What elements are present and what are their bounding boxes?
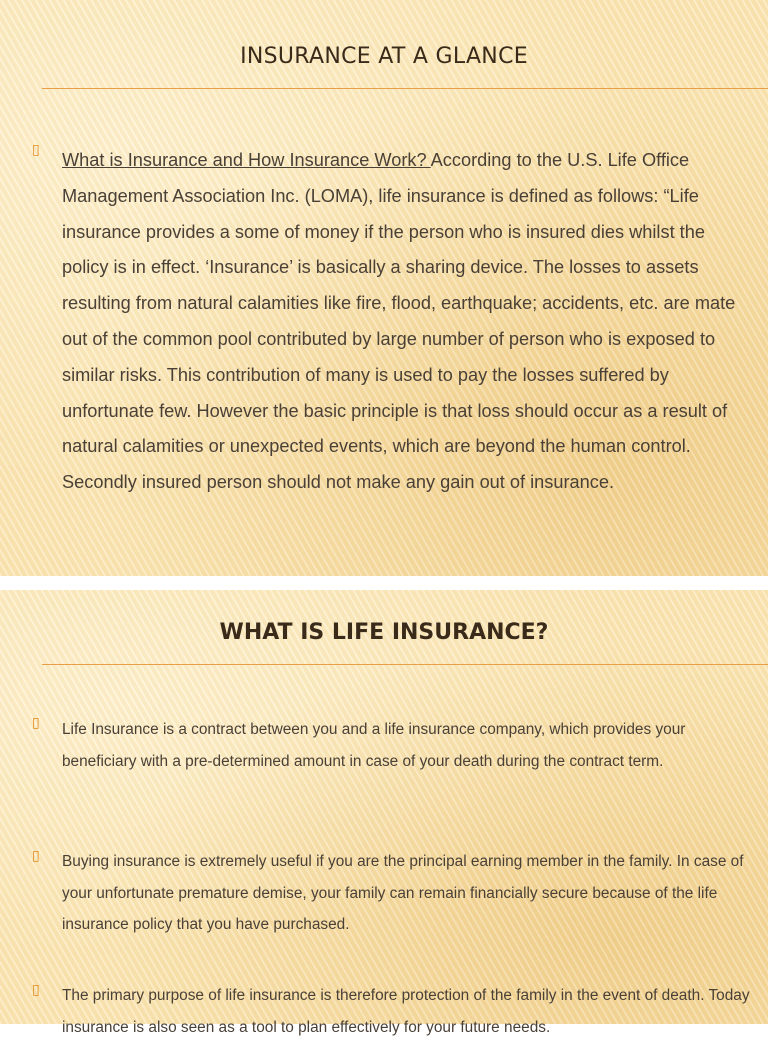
title-divider [42,88,768,89]
title-divider [42,664,768,665]
bullet-icon: ▯ [32,715,40,731]
slide-title: INSURANCE AT A GLANCE [240,44,528,69]
bullet-paragraph: The primary purpose of life insurance is therefore protection of the family in the event of death. Today insurance is also seen as a tool to plan effectively for your future needs. [62,987,750,1036]
slide-title: WHAT IS LIFE INSURANCE? [219,620,549,645]
bullet-icon: ▯ [32,848,40,864]
bullet-icon: ▯ [32,142,40,158]
slide-separator [0,576,768,590]
bullet-icon: ▯ [32,982,40,998]
paragraph-body: According to the U.S. Life Office Management Association Inc. (LOMA), life insurance is defined as follows: “Life insurance provides a some of money if the person who is insured dies whilst the policy is in effect. ‘Insurance’ is basically a sharing device. The losses to assets resulting from natural calamities like fire, flood, earthquake; accidents, etc. are mate out of the common pool contributed by large number of person who is exposed to similar risks. This contribution of many is used to pay the losses suffered by unfortunate few. However the basic principle is that loss should occur as a result of natural calamities or unexpected events, which are beyond the human control. Secondly insured person should not make any gain out of insurance. [62,150,736,493]
bullet-paragraph [62,143,742,501]
bullet-paragraph: Buying insurance is extremely useful if you are the principal earning member in the family. In case of your unfortunate premature demise, your family can remain financially secure because of the life insurance policy that you have purchased. [62,853,744,933]
slide-what-is-life-insurance [0,590,768,1036]
insurance-question-link[interactable]: What is Insurance and How Insurance Work? [62,150,431,170]
bullet-paragraph: Life Insurance is a contract between you and a life insurance company, which provides your beneficiary with a pre-determined amount in case of your death during the contract term. [62,721,686,770]
